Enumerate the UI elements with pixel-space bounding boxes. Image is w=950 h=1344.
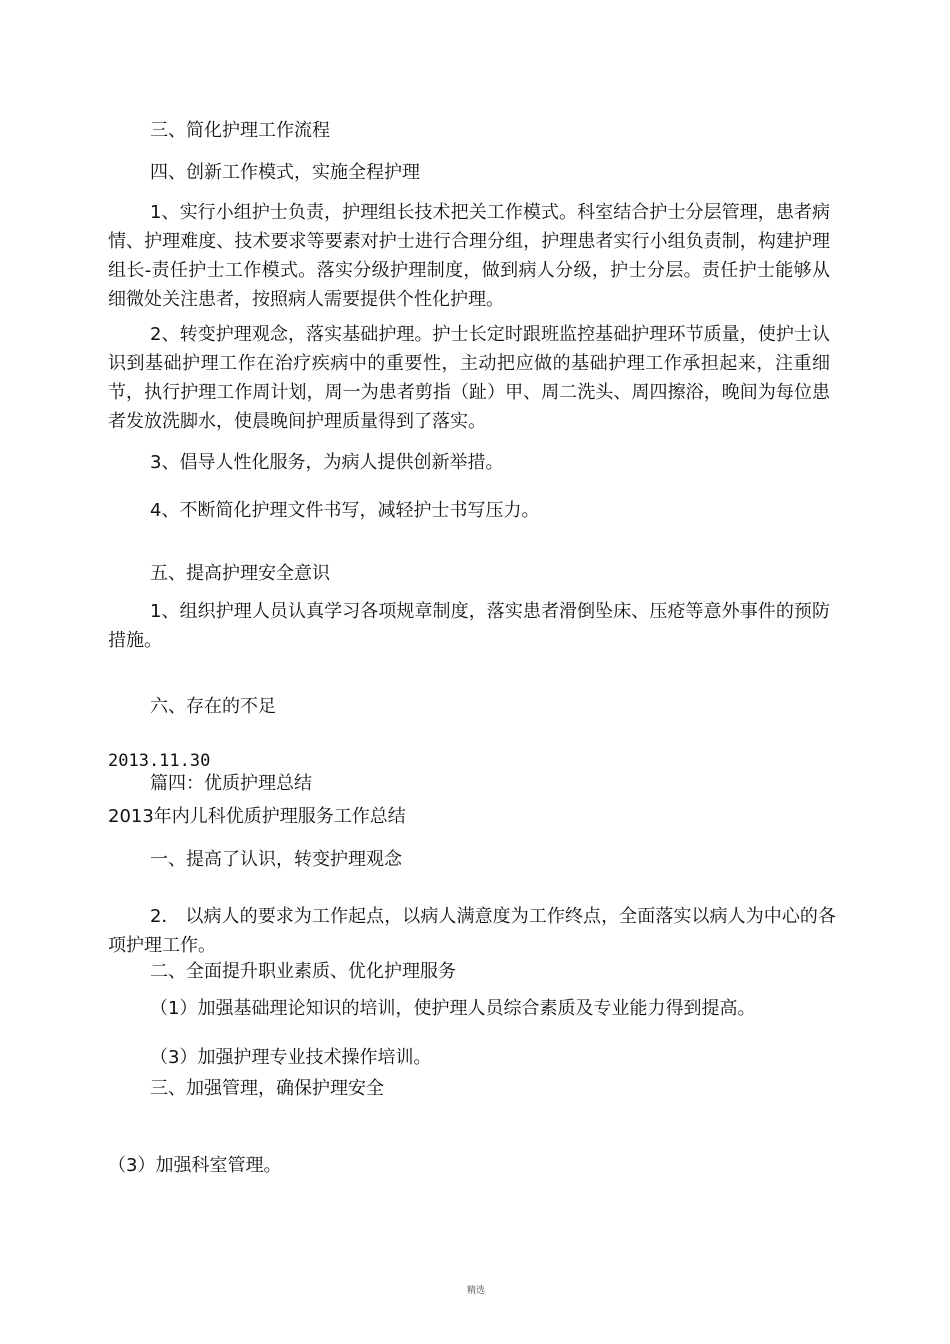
section-4-paragraph-4: 4、不断简化护理文件书写，减轻护士书写压力。 bbox=[150, 500, 540, 521]
section-4-paragraph-3: 3、倡导人性化服务，为病人提供创新举措。 bbox=[150, 452, 504, 473]
section-4-paragraph-2: 2、转变护理观念，落实基础护理。护士长定时跟班监控基础护理环节质量，使护士认识到基础护理工作在治疗疾病中的重要性，主动把应做的基础护理工作承担起来，注重细节，执行护理工作周计划，周一为患者剪指（趾）甲、周二洗头、周四擦浴，晚间为每位患者发放洗脚水，使晨晚间护理质量得到了落实。 bbox=[108, 324, 830, 432]
report-title: 2013年内儿科优质护理服务工作总结 bbox=[108, 806, 406, 827]
report-section-2-heading: 二、全面提升职业素质、优化护理服务 bbox=[150, 961, 456, 982]
report-section-1-heading: 一、提高了认识，转变护理观念 bbox=[150, 849, 402, 870]
section-5-paragraph-1: 1、组织护理人员认真学习各项规章制度，落实患者滑倒坠床、压疮等意外事件的预防措施。 bbox=[108, 601, 830, 651]
section-5-heading: 五、提高护理安全意识 bbox=[150, 563, 330, 584]
section-6-heading: 六、存在的不足 bbox=[150, 696, 276, 717]
report-section-3-heading: 三、加强管理，确保护理安全 bbox=[150, 1078, 384, 1099]
report-section-2-item-1: （1）加强基础理论知识的培训，使护理人员综合素质及专业能力得到提高。 bbox=[150, 998, 756, 1019]
report-section-3-item-3: （3）加强科室管理。 bbox=[108, 1155, 282, 1176]
document-date: 2013.11.30 bbox=[108, 751, 211, 771]
part-4-title: 篇四：优质护理总结 bbox=[150, 773, 312, 794]
section-3-heading: 三、简化护理工作流程 bbox=[150, 120, 330, 141]
report-section-1-paragraph-2: 2． 以病人的要求为工作起点，以病人满意度为工作终点，全面落实以病人为中心的各项护理工作。 bbox=[108, 906, 836, 956]
report-section-2-item-3: （3）加强护理专业技术操作培训。 bbox=[150, 1047, 432, 1068]
section-4-heading: 四、创新工作模式，实施全程护理 bbox=[150, 162, 420, 183]
footer-mark: 精选 bbox=[466, 1286, 485, 1296]
section-4-paragraph-1: 1、实行小组护士负责，护理组长技术把关工作模式。科室结合护士分层管理，患者病情、护理难度、技术要求等要素对护士进行合理分组，护理患者实行小组负责制，构建护理组长-责任护士工作模式。落实分级护理制度，做到病人分级，护士分层。责任护士能够从细微处关注患者，按照病人需要提供个性化护理。 bbox=[108, 202, 830, 310]
